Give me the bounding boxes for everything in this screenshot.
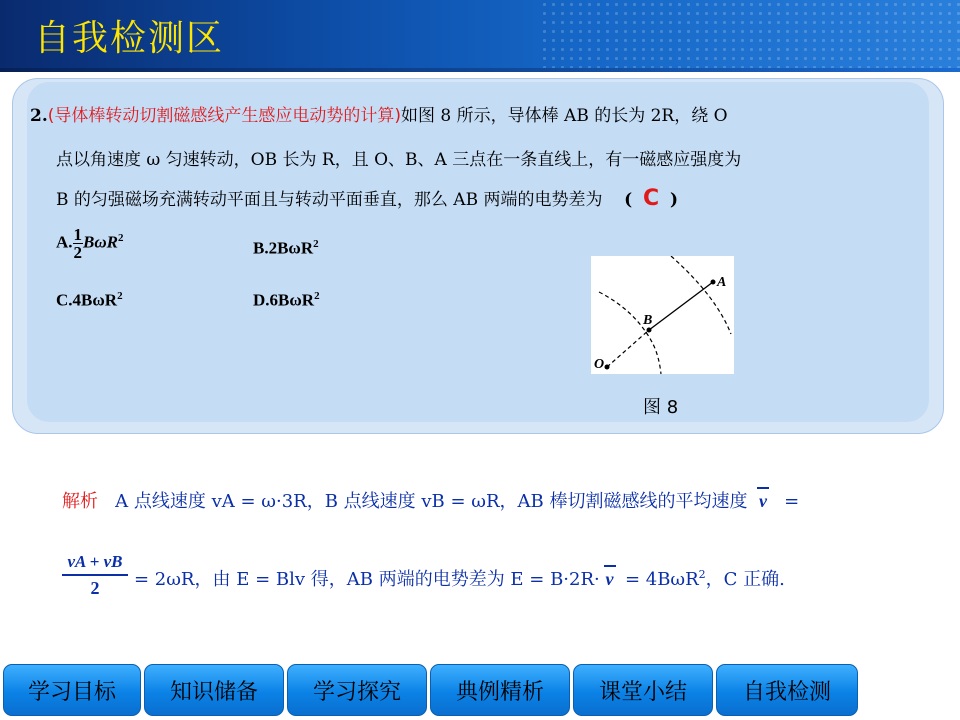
solution-fraction-denominator: 2 (90, 578, 100, 598)
inner-arc (599, 292, 661, 374)
figure-caption: 图 8 (643, 397, 679, 418)
label-a: A (717, 275, 727, 290)
solution-line-1 (62, 487, 799, 513)
average-velocity-symbol-2: v (606, 565, 614, 590)
answer-paren-close: ) (669, 190, 678, 210)
point-o (605, 365, 610, 370)
page-title: 自我检测区 (34, 18, 225, 59)
nav-class-summary[interactable]: 课堂小结 (573, 664, 713, 716)
solution-line-2 (134, 565, 785, 591)
option-c (56, 290, 123, 311)
question-line-2: 点以角速度 ω 匀速转动，OB 长为 R，且 O、B、A 三点在一条直线上，有一磁感应强度为 (56, 150, 742, 170)
option-b (253, 238, 319, 259)
option-a-expression: BωR (83, 232, 119, 252)
question-line-1 (30, 101, 728, 126)
nav-knowledge-prep[interactable]: 知识储备 (144, 664, 284, 716)
nav-learning-explore[interactable]: 学习探究 (287, 664, 427, 716)
option-c-power: 2 (117, 290, 123, 302)
outer-arc (671, 256, 731, 334)
option-a-fraction (73, 226, 84, 261)
option-a-label: A. (56, 232, 73, 252)
option-d-power: 2 (314, 290, 320, 302)
question-number: 2. (30, 106, 48, 126)
nav-learning-goals[interactable]: 学习目标 (3, 664, 141, 716)
rotating-rod-diagram (591, 256, 734, 374)
figure-8 (591, 256, 734, 374)
question-line-1-text: 如图 8 所示，导体棒 AB 的长为 2R，绕 O (401, 106, 728, 126)
answer-paren-open: ( (624, 190, 633, 210)
question-line-3 (56, 185, 678, 211)
nav-example-analysis[interactable]: 典例精析 (430, 664, 570, 716)
nav-self-check[interactable]: 自我检测 (716, 664, 858, 716)
solution-line-2-text: = 2ωR，由 E = Blv 得，AB 两端的电势差为 E = B·2R· (134, 569, 600, 590)
header-dot-pattern (540, 0, 960, 68)
solution-power: 2 (698, 568, 706, 581)
header-bar (0, 0, 960, 68)
option-b-power: 2 (313, 238, 319, 250)
option-a-power: 2 (118, 231, 124, 244)
question-topic: (导体棒转动切割磁感线产生感应电动势的计算) (47, 106, 402, 126)
option-c-text: C.4BωR (56, 290, 118, 310)
option-d-text: D.6BωR (253, 290, 315, 310)
solution-line-2-result: = 4BωR (624, 569, 699, 590)
question-line-3-text: B 的匀强磁场充满转动平面且与转动平面垂直，那么 AB 两端的电势差为 (56, 190, 603, 210)
option-b-text: B.2BωR (253, 238, 314, 258)
answer-letter: C (642, 186, 660, 211)
label-b: B (643, 313, 653, 328)
point-b (647, 328, 652, 333)
option-a-numerator: 1 (73, 225, 83, 244)
point-a (711, 280, 716, 285)
option-a-denominator: 2 (73, 243, 83, 262)
solution-fraction (62, 552, 128, 599)
question-card (27, 82, 929, 422)
average-velocity-symbol: v (759, 487, 767, 512)
option-a (56, 226, 124, 261)
solution-line-1-text: A 点线速度 vA = ω·3R，B 点线速度 vB = ωR，AB 棒切割磁感线的平均速度 (115, 491, 748, 512)
ob-dashed-segment (607, 330, 649, 367)
solution-keyword: 解析 (62, 491, 98, 512)
label-o: O (594, 357, 605, 372)
bottom-nav (3, 664, 858, 718)
option-d (253, 290, 320, 311)
solution-fraction-numerator: vA + vB (62, 552, 128, 576)
solution-line-2-end: ，C 正确. (705, 569, 785, 590)
solution-equals: = (784, 491, 800, 512)
rod-ab (649, 282, 713, 330)
header-divider (0, 68, 960, 72)
